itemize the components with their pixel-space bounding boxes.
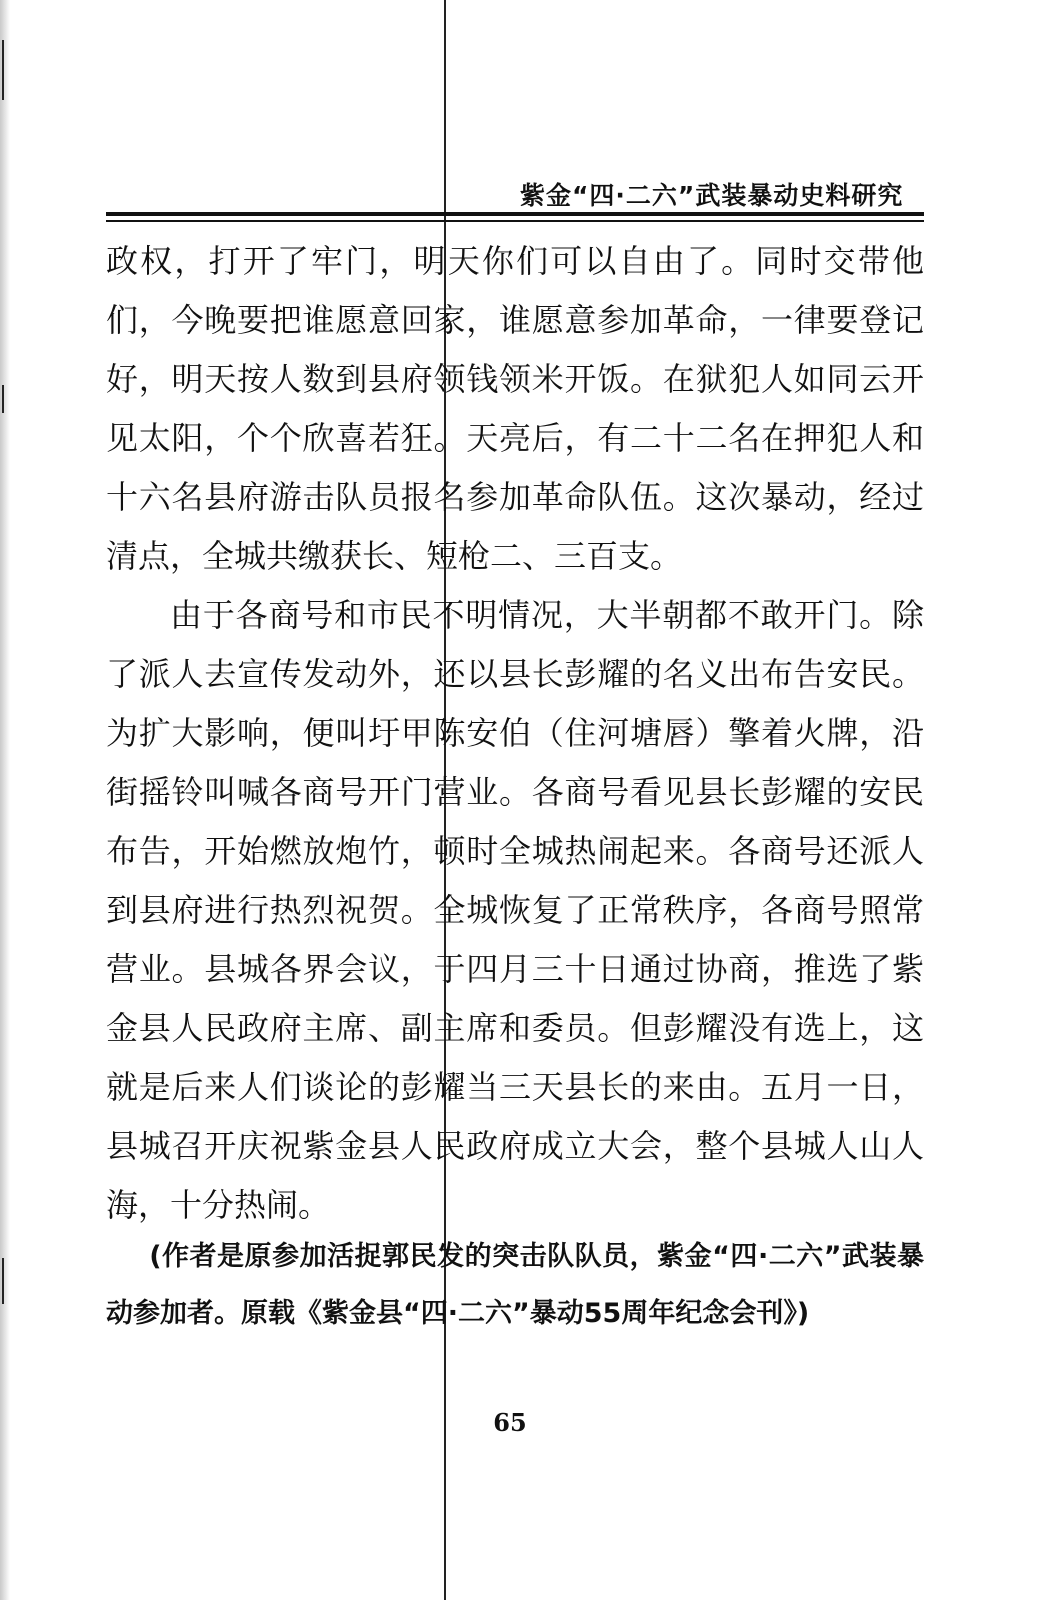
scan-edge-mark (2, 40, 4, 100)
scan-edge-mark (2, 385, 4, 413)
page-number: 65 (493, 1408, 527, 1437)
paragraph: 由于各商号和市民不明情况，大半朝都不敢开门。除了派人去宣传发动外，还以县长彭耀的名义出布告安民。为扩大影响，便叫圩甲陈安伯（住河塘唇）擎着火牌，沿街摇铃叫喊各商号开门营业。各商号看见县长彭耀的安民布告，开始燃放炮竹，顿时全城热闹起来。各商号还派人到县府进行热烈祝贺。全城恢复了正常秩序，各商号照常营业。县城各界会议，于四月三十日通过协商，推选了紫金县人民政府主席、副主席和委员。但彭耀没有选上，这就是后来人们谈论的彭耀当三天县长的来由。五月一日，县城召开庆祝紫金县人民政府成立大会，整个县城人山人海，十分热闹。 (106, 596, 924, 1224)
scan-shadow-edge (0, 0, 10, 1600)
header-rule-thin (106, 220, 924, 222)
author-note-text: (作者是原参加活捉郭民发的突击队队员，紫金“四·二六”武装暴动参加者。原载《紫金县“四·二六”暴动55周年纪念会刊》) (106, 1241, 924, 1329)
running-header: 紫金“四·二六”武装暴动史料研究 (520, 181, 904, 210)
paragraph: 政权，打开了牢门，明天你们可以自由了。同时交带他们，今晚要把谁愿意回家，谁愿意参加革命，一律要登记好，明天按人数到县府领钱领米开饭。在狱犯人如同云开见太阳，个个欣喜若狂。天亮后，有二十二名在押犯人和十六名县府游击队员报名参加革命队伍。这次暴动，经过清点，全城共缴获长、短枪二、三百支。 (106, 242, 924, 575)
scan-edge-mark (2, 1258, 4, 1304)
header-rule-thick (106, 212, 924, 216)
author-note (106, 1228, 924, 1342)
body-text (106, 232, 924, 1235)
